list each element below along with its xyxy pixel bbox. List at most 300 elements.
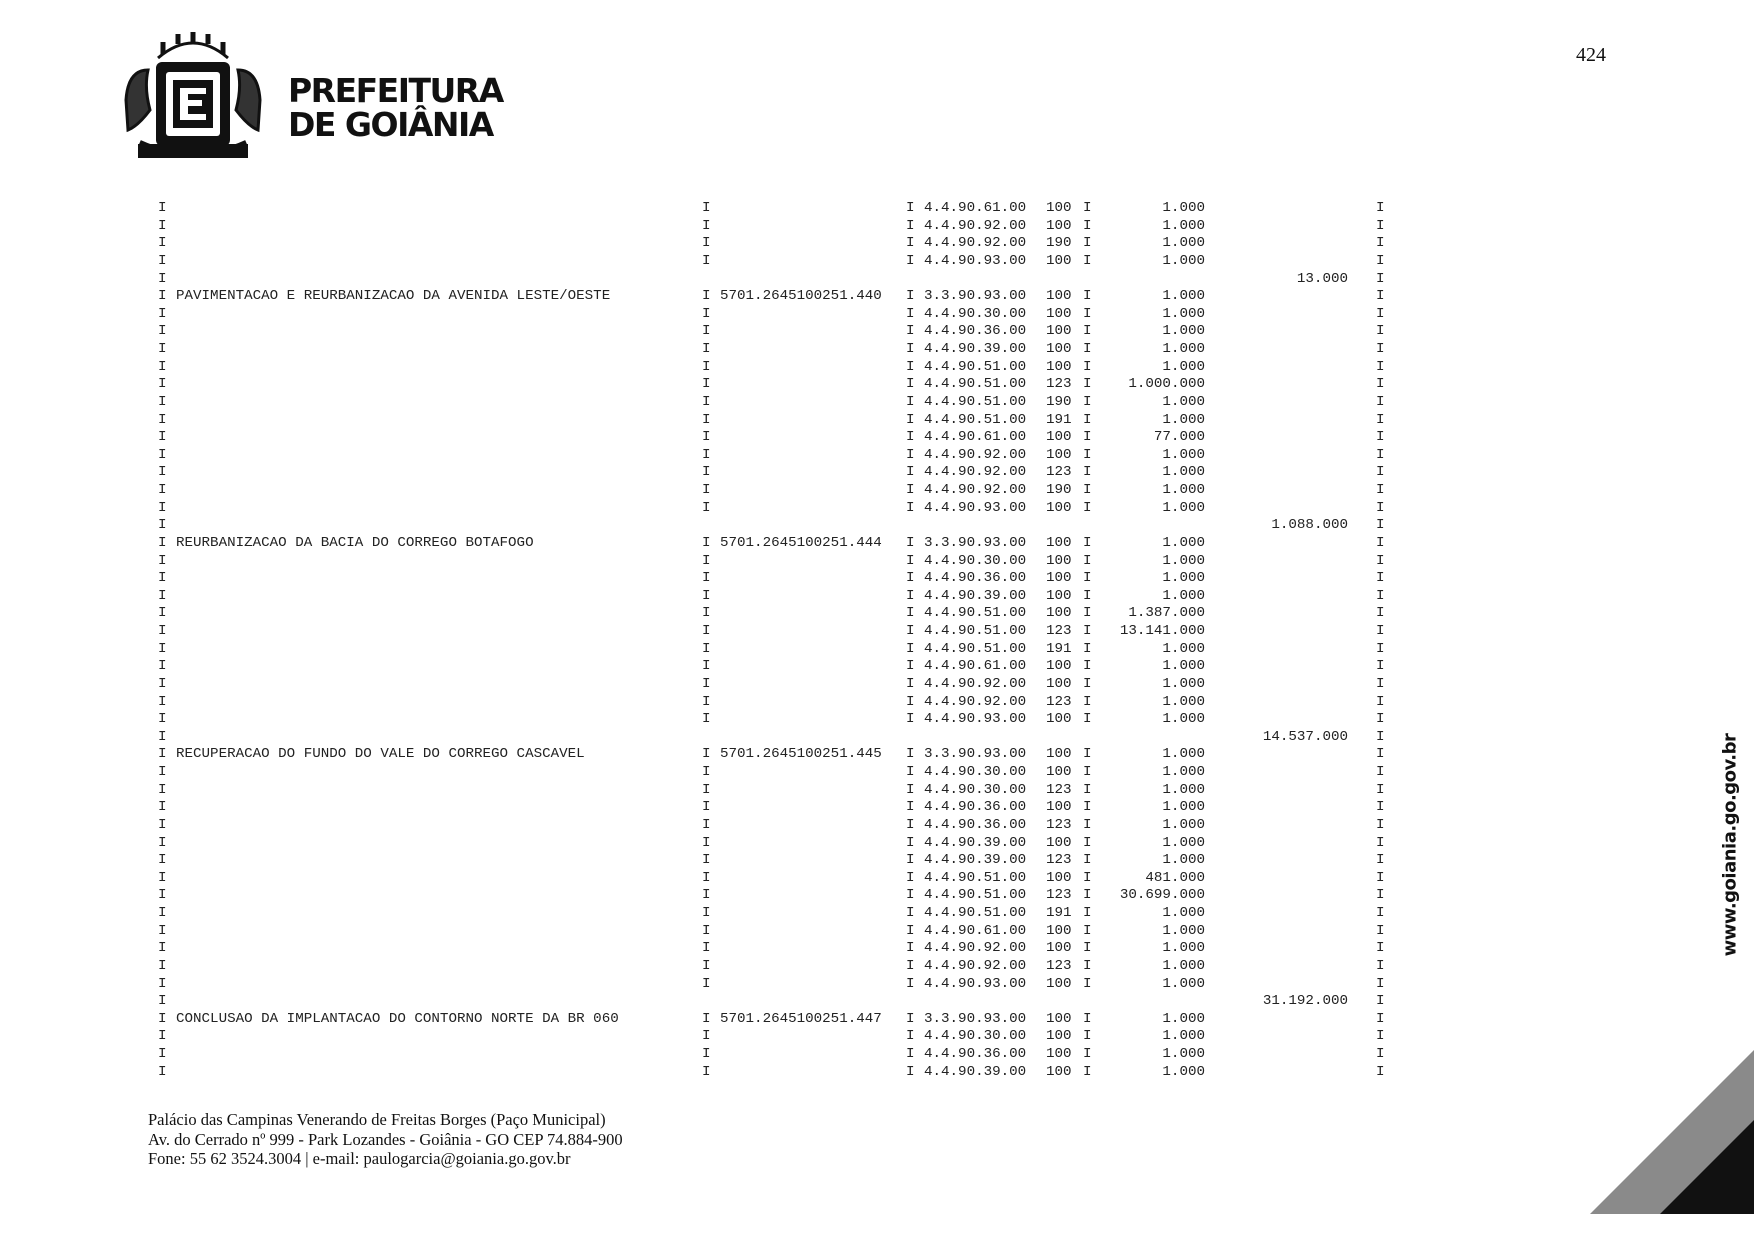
column-separator: I <box>906 464 915 481</box>
column-separator: I <box>1376 570 1385 587</box>
column-separator: I <box>906 640 915 657</box>
column-separator: I <box>1083 711 1092 728</box>
table-row <box>0 359 1420 377</box>
row-source: 123 <box>1046 852 1072 869</box>
row-expense-element: 3.3.90.93.00 <box>924 1010 1027 1027</box>
row-expense-element: 4.4.90.92.00 <box>924 693 1027 710</box>
column-separator: I <box>1376 869 1385 886</box>
table-row <box>0 588 1420 606</box>
row-value: 30.699.000 <box>1119 887 1205 904</box>
row-total: 14.537.000 <box>1262 728 1348 745</box>
column-separator: I <box>158 852 167 869</box>
row-expense-element: 4.4.90.36.00 <box>924 1046 1027 1062</box>
row-source: 100 <box>1046 252 1072 269</box>
row-source: 100 <box>1046 922 1072 939</box>
column-separator: I <box>1376 200 1385 216</box>
column-separator: I <box>906 200 915 216</box>
footer-line-1: Palácio das Campinas Venerando de Freitas Borges (Paço Municipal) <box>148 1110 606 1129</box>
column-separator: I <box>158 1063 167 1080</box>
row-source: 100 <box>1046 605 1072 622</box>
row-expense-element: 4.4.90.92.00 <box>924 464 1027 481</box>
row-value: 1.000 <box>1162 252 1205 269</box>
column-separator: I <box>158 1028 167 1045</box>
column-separator: I <box>906 217 915 234</box>
column-separator: I <box>1083 288 1092 305</box>
column-separator: I <box>1083 587 1092 604</box>
row-source: 100 <box>1046 217 1072 234</box>
row-source: 100 <box>1046 552 1072 569</box>
column-separator: I <box>1083 799 1092 816</box>
column-separator: I <box>1376 252 1385 269</box>
row-description: CONCLUSAO DA IMPLANTACAO DO CONTORNO NORTE DA BR 060 <box>176 1010 619 1027</box>
brand-line1: PREFEITURA <box>288 71 503 110</box>
column-separator: I <box>906 1063 915 1080</box>
row-expense-element: 4.4.90.39.00 <box>924 587 1027 604</box>
column-separator: I <box>158 922 167 939</box>
row-expense-element: 4.4.90.92.00 <box>924 957 1027 974</box>
site-url: www.goiania.go.gov.br <box>1719 733 1741 957</box>
column-separator: I <box>906 922 915 939</box>
column-separator: I <box>702 252 711 269</box>
column-separator: I <box>158 446 167 463</box>
row-value: 1.000 <box>1162 693 1205 710</box>
row-expense-element: 4.4.90.61.00 <box>924 658 1027 675</box>
column-separator: I <box>1083 217 1092 234</box>
row-value: 1.000 <box>1162 570 1205 587</box>
row-program-code: 5701.2645100251.445 <box>720 746 882 763</box>
column-separator: I <box>1376 305 1385 322</box>
column-separator: I <box>1376 728 1385 745</box>
table-row <box>0 429 1420 447</box>
column-separator: I <box>906 816 915 833</box>
column-separator: I <box>906 957 915 974</box>
column-separator: I <box>1376 605 1385 622</box>
column-separator: I <box>1083 341 1092 357</box>
table-row <box>0 200 1420 218</box>
column-separator: I <box>158 429 167 446</box>
column-separator: I <box>702 499 711 516</box>
column-separator: I <box>1083 693 1092 710</box>
column-separator: I <box>702 711 711 728</box>
column-separator: I <box>1376 957 1385 974</box>
table-row <box>0 1011 1420 1029</box>
column-separator: I <box>158 1010 167 1027</box>
column-separator: I <box>906 341 915 357</box>
column-separator: I <box>1376 993 1385 1010</box>
column-separator: I <box>906 834 915 851</box>
column-separator: I <box>906 305 915 322</box>
column-separator: I <box>1083 816 1092 833</box>
footer-line-2: Av. do Cerrado nº 999 - Park Lozandes - Goiânia - GO CEP 74.884-900 <box>148 1129 623 1149</box>
column-separator: I <box>1376 711 1385 728</box>
column-separator: I <box>906 499 915 516</box>
column-separator: I <box>1083 464 1092 481</box>
table-row <box>0 464 1420 482</box>
column-separator: I <box>1083 446 1092 463</box>
column-separator: I <box>1376 1010 1385 1027</box>
column-separator: I <box>906 799 915 816</box>
column-separator: I <box>702 200 711 216</box>
column-separator: I <box>702 393 711 410</box>
column-separator: I <box>1376 358 1385 375</box>
column-separator: I <box>906 587 915 604</box>
column-separator: I <box>1376 217 1385 234</box>
column-separator: I <box>906 393 915 410</box>
column-separator: I <box>702 341 711 357</box>
column-separator: I <box>158 552 167 569</box>
row-value: 1.000.000 <box>1128 376 1205 393</box>
table-row <box>0 306 1420 324</box>
column-separator: I <box>158 305 167 322</box>
row-description: RECUPERACAO DO FUNDO DO VALE DO CORREGO CASCAVEL <box>176 746 585 763</box>
table-row <box>0 1046 1420 1064</box>
row-source: 100 <box>1046 499 1072 516</box>
column-separator: I <box>1083 869 1092 886</box>
column-separator: I <box>158 869 167 886</box>
row-value: 1.000 <box>1162 957 1205 974</box>
row-expense-element: 4.4.90.93.00 <box>924 975 1027 992</box>
row-value: 1.000 <box>1162 658 1205 675</box>
column-separator: I <box>158 940 167 957</box>
table-row <box>0 905 1420 923</box>
column-separator: I <box>702 376 711 393</box>
column-separator: I <box>158 323 167 340</box>
column-separator: I <box>702 869 711 886</box>
table-row <box>0 993 1420 1011</box>
row-expense-element: 4.4.90.39.00 <box>924 1063 1027 1080</box>
column-separator: I <box>702 235 711 252</box>
column-separator: I <box>1083 922 1092 939</box>
row-expense-element: 4.4.90.61.00 <box>924 922 1027 939</box>
column-separator: I <box>1083 305 1092 322</box>
table-row <box>0 535 1420 553</box>
column-separator: I <box>702 464 711 481</box>
column-separator: I <box>1376 693 1385 710</box>
column-separator: I <box>702 887 711 904</box>
row-total: 1.088.000 <box>1271 517 1348 534</box>
row-value: 1.000 <box>1162 235 1205 252</box>
column-separator: I <box>1376 940 1385 957</box>
column-separator: I <box>702 781 711 798</box>
row-source: 191 <box>1046 411 1072 428</box>
table-row <box>0 605 1420 623</box>
row-source: 100 <box>1046 675 1072 692</box>
column-separator: I <box>702 764 711 780</box>
column-separator: I <box>1376 781 1385 798</box>
row-source: 100 <box>1046 570 1072 587</box>
table-row <box>0 887 1420 905</box>
row-expense-element: 4.4.90.39.00 <box>924 341 1027 357</box>
column-separator: I <box>1376 517 1385 534</box>
column-separator: I <box>1376 323 1385 340</box>
column-separator: I <box>1083 940 1092 957</box>
goiania-coat-of-arms-icon <box>118 30 268 162</box>
table-row <box>0 394 1420 412</box>
column-separator: I <box>702 552 711 569</box>
row-expense-element: 4.4.90.93.00 <box>924 252 1027 269</box>
column-separator: I <box>702 922 711 939</box>
column-separator: I <box>1376 658 1385 675</box>
row-value: 77.000 <box>1153 429 1205 446</box>
column-separator: I <box>1376 1046 1385 1062</box>
table-row <box>0 799 1420 817</box>
column-separator: I <box>1376 270 1385 287</box>
table-row <box>0 976 1420 994</box>
row-value: 1.000 <box>1162 905 1205 921</box>
row-value: 1.000 <box>1162 746 1205 763</box>
row-value: 1.000 <box>1162 1063 1205 1080</box>
column-separator: I <box>1083 411 1092 428</box>
column-separator: I <box>1083 552 1092 569</box>
table-row <box>0 746 1420 764</box>
row-expense-element: 3.3.90.93.00 <box>924 288 1027 305</box>
column-separator: I <box>1376 816 1385 833</box>
column-separator: I <box>906 623 915 639</box>
table-row <box>0 958 1420 976</box>
row-source: 123 <box>1046 957 1072 974</box>
row-source: 100 <box>1046 446 1072 463</box>
column-separator: I <box>702 482 711 498</box>
table-row <box>0 923 1420 941</box>
column-separator: I <box>1376 799 1385 816</box>
table-row <box>0 570 1420 588</box>
column-separator: I <box>158 587 167 604</box>
column-separator: I <box>702 640 711 657</box>
column-separator: I <box>1376 746 1385 763</box>
row-source: 190 <box>1046 482 1072 498</box>
row-source: 123 <box>1046 693 1072 710</box>
table-row <box>0 288 1420 306</box>
column-separator: I <box>158 905 167 921</box>
row-value: 481.000 <box>1145 869 1205 886</box>
row-expense-element: 4.4.90.51.00 <box>924 905 1027 921</box>
row-expense-element: 4.4.90.39.00 <box>924 834 1027 851</box>
table-row <box>0 376 1420 394</box>
column-separator: I <box>158 711 167 728</box>
corner-decoration <box>1590 1050 1754 1214</box>
column-separator: I <box>158 499 167 516</box>
row-source: 100 <box>1046 658 1072 675</box>
column-separator: I <box>1083 658 1092 675</box>
column-separator: I <box>702 587 711 604</box>
table-row <box>0 676 1420 694</box>
column-separator: I <box>158 1046 167 1062</box>
column-separator: I <box>158 675 167 692</box>
column-separator: I <box>702 905 711 921</box>
table-row <box>0 412 1420 430</box>
row-expense-element: 4.4.90.30.00 <box>924 781 1027 798</box>
column-separator: I <box>1083 746 1092 763</box>
row-value: 1.000 <box>1162 816 1205 833</box>
column-separator: I <box>702 1010 711 1027</box>
row-value: 1.000 <box>1162 922 1205 939</box>
column-separator: I <box>906 781 915 798</box>
row-value: 1.000 <box>1162 552 1205 569</box>
row-value: 1.000 <box>1162 534 1205 551</box>
column-separator: I <box>1376 764 1385 780</box>
column-separator: I <box>906 1046 915 1062</box>
row-source: 100 <box>1046 975 1072 992</box>
row-value: 1.000 <box>1162 640 1205 657</box>
page-number: 424 <box>1576 44 1606 66</box>
row-source: 100 <box>1046 834 1072 851</box>
row-expense-element: 4.4.90.93.00 <box>924 499 1027 516</box>
column-separator: I <box>1376 411 1385 428</box>
row-expense-element: 4.4.90.92.00 <box>924 217 1027 234</box>
row-value: 13.141.000 <box>1119 623 1205 639</box>
column-separator: I <box>906 940 915 957</box>
row-value: 1.000 <box>1162 288 1205 305</box>
column-separator: I <box>702 816 711 833</box>
budget-listing <box>0 200 1420 1081</box>
column-separator: I <box>702 358 711 375</box>
row-source: 123 <box>1046 887 1072 904</box>
row-source: 100 <box>1046 587 1072 604</box>
row-expense-element: 4.4.90.92.00 <box>924 446 1027 463</box>
column-separator: I <box>1376 288 1385 305</box>
row-value: 1.000 <box>1162 1046 1205 1062</box>
table-row <box>0 694 1420 712</box>
column-separator: I <box>158 799 167 816</box>
column-separator: I <box>158 288 167 305</box>
table-row <box>0 253 1420 271</box>
row-program-code: 5701.2645100251.444 <box>720 534 882 551</box>
column-separator: I <box>158 235 167 252</box>
row-value: 1.000 <box>1162 940 1205 957</box>
column-separator: I <box>1083 905 1092 921</box>
row-value: 1.000 <box>1162 464 1205 481</box>
column-separator: I <box>702 940 711 957</box>
row-expense-element: 4.4.90.36.00 <box>924 570 1027 587</box>
row-value: 1.000 <box>1162 358 1205 375</box>
row-expense-element: 4.4.90.51.00 <box>924 623 1027 639</box>
column-separator: I <box>906 605 915 622</box>
column-separator: I <box>702 323 711 340</box>
column-separator: I <box>1376 623 1385 639</box>
column-separator: I <box>702 658 711 675</box>
row-value: 1.000 <box>1162 675 1205 692</box>
row-expense-element: 4.4.90.36.00 <box>924 799 1027 816</box>
column-separator: I <box>906 658 915 675</box>
row-value: 1.000 <box>1162 799 1205 816</box>
column-separator: I <box>158 887 167 904</box>
column-separator: I <box>158 411 167 428</box>
row-value: 1.000 <box>1162 1028 1205 1045</box>
row-expense-element: 4.4.90.30.00 <box>924 764 1027 780</box>
column-separator: I <box>1376 341 1385 357</box>
column-separator: I <box>158 341 167 357</box>
column-separator: I <box>1083 852 1092 869</box>
column-separator: I <box>158 764 167 780</box>
column-separator: I <box>158 200 167 216</box>
column-separator: I <box>1083 781 1092 798</box>
column-separator: I <box>1083 482 1092 498</box>
column-separator: I <box>158 658 167 675</box>
column-separator: I <box>906 570 915 587</box>
column-separator: I <box>158 464 167 481</box>
column-separator: I <box>702 799 711 816</box>
column-separator: I <box>906 376 915 393</box>
row-expense-element: 4.4.90.30.00 <box>924 1028 1027 1045</box>
column-separator: I <box>906 446 915 463</box>
column-separator: I <box>702 217 711 234</box>
column-separator: I <box>158 252 167 269</box>
column-separator: I <box>1083 393 1092 410</box>
row-value: 1.000 <box>1162 341 1205 357</box>
row-source: 100 <box>1046 429 1072 446</box>
column-separator: I <box>906 711 915 728</box>
column-separator: I <box>158 834 167 851</box>
row-value: 1.000 <box>1162 499 1205 516</box>
table-row <box>0 323 1420 341</box>
row-value: 1.000 <box>1162 975 1205 992</box>
column-separator: I <box>158 393 167 410</box>
row-expense-element: 4.4.90.51.00 <box>924 358 1027 375</box>
column-separator: I <box>906 358 915 375</box>
row-source: 100 <box>1046 358 1072 375</box>
table-row <box>0 658 1420 676</box>
column-separator: I <box>702 411 711 428</box>
row-value: 1.000 <box>1162 781 1205 798</box>
row-source: 100 <box>1046 1063 1072 1080</box>
row-expense-element: 4.4.90.92.00 <box>924 482 1027 498</box>
row-source: 100 <box>1046 288 1072 305</box>
column-separator: I <box>906 905 915 921</box>
column-separator: I <box>1083 429 1092 446</box>
column-separator: I <box>158 358 167 375</box>
row-expense-element: 4.4.90.93.00 <box>924 711 1027 728</box>
row-expense-element: 4.4.90.92.00 <box>924 675 1027 692</box>
row-source: 100 <box>1046 711 1072 728</box>
column-separator: I <box>906 975 915 992</box>
column-separator: I <box>1376 887 1385 904</box>
row-source: 100 <box>1046 341 1072 357</box>
row-source: 123 <box>1046 376 1072 393</box>
column-separator: I <box>1083 764 1092 780</box>
row-value: 1.000 <box>1162 323 1205 340</box>
column-separator: I <box>702 693 711 710</box>
column-separator: I <box>702 429 711 446</box>
row-expense-element: 4.4.90.92.00 <box>924 235 1027 252</box>
column-separator: I <box>1376 446 1385 463</box>
column-separator: I <box>702 1028 711 1045</box>
column-separator: I <box>1083 534 1092 551</box>
column-separator: I <box>1083 235 1092 252</box>
row-value: 1.000 <box>1162 711 1205 728</box>
column-separator: I <box>1376 1063 1385 1080</box>
table-row <box>0 235 1420 253</box>
table-row <box>0 553 1420 571</box>
table-row <box>0 271 1420 289</box>
row-value: 1.000 <box>1162 764 1205 780</box>
column-separator: I <box>1083 1010 1092 1027</box>
column-separator: I <box>1376 852 1385 869</box>
table-row <box>0 817 1420 835</box>
column-separator: I <box>158 816 167 833</box>
column-separator: I <box>906 411 915 428</box>
column-separator: I <box>906 1028 915 1045</box>
column-separator: I <box>702 288 711 305</box>
column-separator: I <box>158 975 167 992</box>
row-source: 100 <box>1046 534 1072 551</box>
column-separator: I <box>906 746 915 763</box>
row-source: 123 <box>1046 464 1072 481</box>
row-value: 1.000 <box>1162 393 1205 410</box>
column-separator: I <box>702 623 711 639</box>
column-separator: I <box>906 675 915 692</box>
row-source: 123 <box>1046 623 1072 639</box>
row-source: 100 <box>1046 799 1072 816</box>
